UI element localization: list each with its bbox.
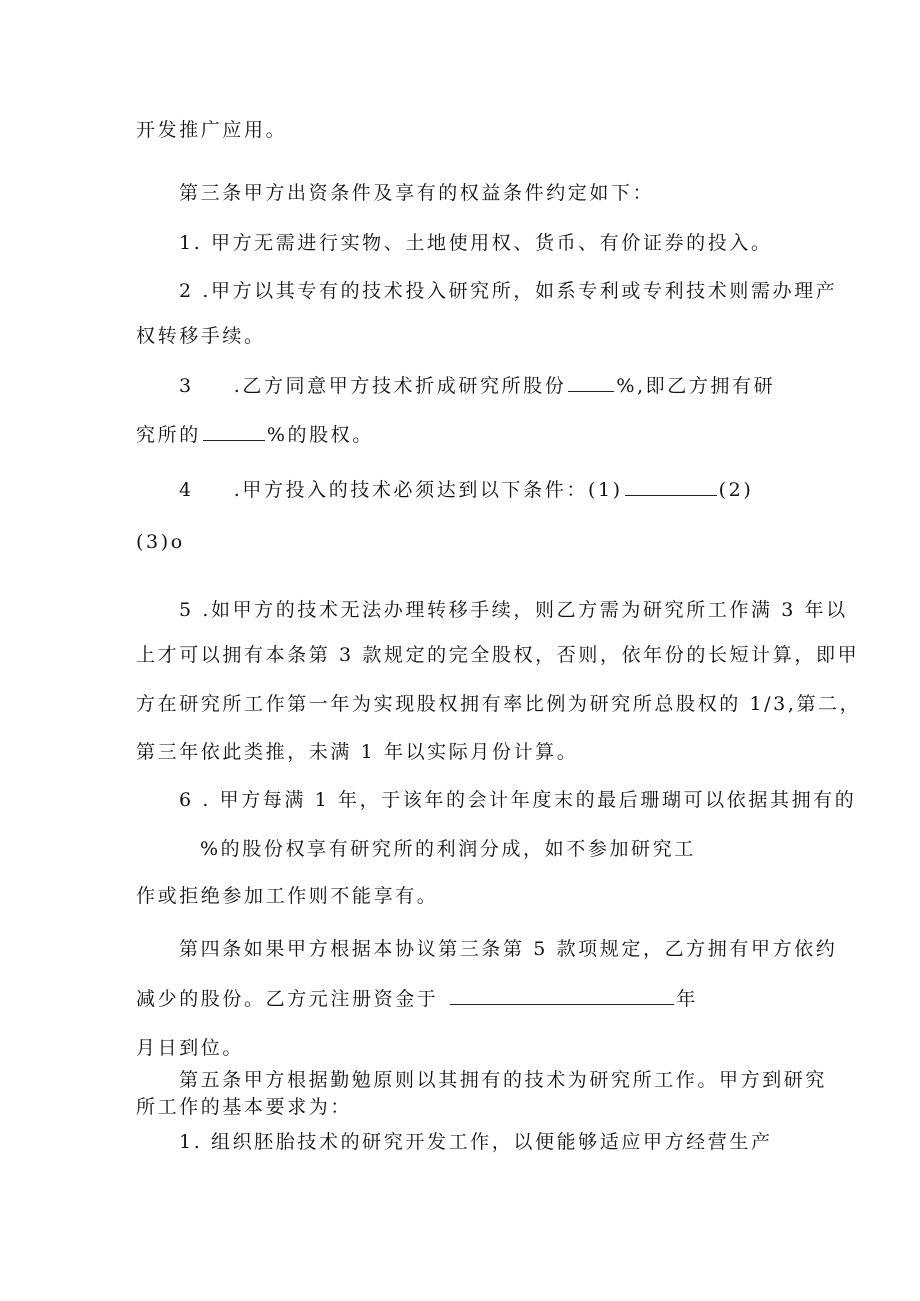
- clause-5-line-3: 方在研究所工作第一年为实现股权拥有率比例为研究所总股权的 1/3,第二，: [136, 693, 862, 715]
- clause-6-line-2: %的股份权享有研究所的利润分成，如不参加研究工: [200, 838, 696, 860]
- article-3-heading: 第三条甲方出资条件及享有的权益条件约定如下：: [179, 182, 655, 204]
- clause-text: 减少的股份。乙方元注册资金于: [136, 988, 439, 1010]
- clause-text: .乙方同意甲方技术折成研究所股份: [233, 375, 567, 397]
- clause-6-line-3: 作或拒绝参加工作则不能享有。: [136, 885, 439, 907]
- clause-text: 究所的: [136, 424, 201, 446]
- clause-number: 3: [179, 375, 194, 397]
- clause-5-line-4: 第三年依此类推，未满 1 年以实际月份计算。: [136, 741, 579, 763]
- paragraph-line: 开发推广应用。: [136, 119, 288, 141]
- article-5-line-2: 所工作的基本要求为：: [136, 1096, 353, 1118]
- clause-text: %,即乙方拥有研: [616, 375, 776, 397]
- article-4-line-3: 月日到位。: [136, 1037, 245, 1059]
- clause-2-line-2: 权转移手续。: [136, 325, 266, 347]
- clause-2-line-1: 2 .甲方以其专有的技术投入研究所，如系专利或专利技术则需办理产: [179, 280, 838, 302]
- clause-4-line-2: (3)o: [136, 531, 185, 553]
- clause-text: %的股权。: [266, 424, 374, 446]
- fill-blank: [568, 373, 614, 392]
- article-5-clause-1: 1. 组织胚胎技术的研究开发工作，以便能够适应甲方经营生产: [179, 1131, 773, 1153]
- clause-text: (2): [718, 479, 754, 501]
- article-5-line-1: 第五条甲方根据勤勉原则以其拥有的技术为研究所工作。甲方到研究: [179, 1069, 828, 1091]
- clause-1: 1. 甲方无需进行实物、土地使用权、货币、有价证券的投入。: [179, 232, 773, 254]
- clause-3-line-1: [179, 373, 775, 398]
- fill-blank: [203, 422, 265, 441]
- fill-blank: [450, 986, 674, 1005]
- fill-blank: [625, 477, 717, 496]
- clause-text: .甲方投入的技术必须达到以下条件：(1): [233, 479, 623, 501]
- clause-text: 年: [676, 988, 699, 1010]
- clause-number: 4: [179, 479, 194, 501]
- clause-4-line-1: [179, 477, 753, 502]
- clause-3-line-2: [136, 422, 374, 447]
- article-4-line-1: 第四条如果甲方根据本协议第三条第 5 款项规定，乙方拥有甲方依约: [179, 938, 838, 960]
- article-4-line-2: [136, 986, 698, 1011]
- clause-5-line-2: 上才可以拥有本条第 3 款规定的完全股权，否则，依年份的长短计算，即甲: [136, 644, 860, 666]
- clause-6-line-1: 6 . 甲方每满 1 年，于该年的会计年度末的最后珊瑚可以依据其拥有的: [179, 789, 857, 811]
- clause-5-line-1: 5 .如甲方的技术无法办理转移手续，则乙方需为研究所工作满 3 年以: [179, 599, 848, 621]
